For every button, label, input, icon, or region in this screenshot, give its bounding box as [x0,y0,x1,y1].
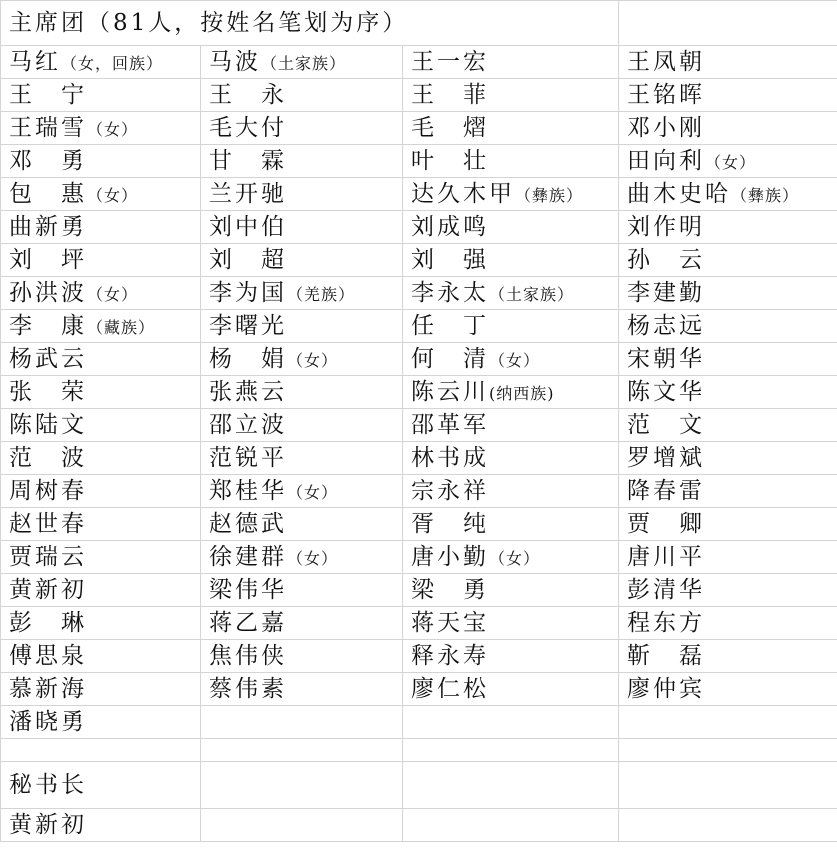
name-cell [1,145,201,178]
name-cell [619,112,837,145]
name-cell [1,46,201,79]
member-name: 范锐平 [209,444,287,471]
member-note: （女） [87,185,139,205]
member-note: （女，回族） [61,53,164,73]
name-cell [619,211,837,244]
member-note: (纳西族) [489,383,555,403]
name-cell [403,640,619,673]
member-name: 李建勤 [627,279,705,306]
member-name: 田向利 [627,147,705,174]
name-cell [1,607,201,640]
name-cell [201,541,403,574]
name-cell [1,541,201,574]
member-name: 王 菲 [411,81,489,108]
name-cell [1,574,201,607]
member-name: 邵立波 [209,411,287,438]
name-cell [403,508,619,541]
member-note: （女） [87,119,139,139]
table-row [1,442,837,475]
name-cell [1,244,201,277]
name-cell [403,706,619,739]
table-row [1,211,837,244]
name-cell [201,343,403,376]
name-cell [619,79,837,112]
member-name: 达久木甲 [411,180,515,207]
table-row [1,244,837,277]
name-cell [1,211,201,244]
name-cell [403,673,619,706]
member-name: 刘中伯 [209,213,287,240]
name-cell [1,475,201,508]
name-cell [403,178,619,211]
member-name: 程东方 [627,609,705,636]
member-name: 周树春 [9,477,87,504]
name-cell [201,706,403,739]
name-cell [403,343,619,376]
member-name: 马波 [209,48,261,75]
member-name: 郑桂华 [209,477,287,504]
name-cell [1,640,201,673]
member-name: 任 丁 [411,312,489,339]
name-cell [403,46,619,79]
empty-cell [619,739,837,762]
table-row [1,79,837,112]
name-cell [201,277,403,310]
member-name: 宋朝华 [627,345,705,372]
table-row [1,409,837,442]
table-row [1,310,837,343]
member-name: 徐建群 [209,543,287,570]
empty-cell [201,762,403,809]
name-cell [201,46,403,79]
name-cell [1,442,201,475]
table-row [1,475,837,508]
member-name: 释永寿 [411,642,489,669]
name-cell [619,673,837,706]
name-cell [201,640,403,673]
member-note: （土家族） [489,284,575,304]
member-name: 刘成鸣 [411,213,489,240]
name-cell [1,376,201,409]
member-note: （女） [287,482,339,502]
name-cell [619,607,837,640]
name-cell [619,706,837,739]
member-name: 曲木史哈 [627,180,731,207]
member-name: 孙 云 [627,246,705,273]
member-name: 李永太 [411,279,489,306]
member-name: 唐川平 [627,543,705,570]
member-name: 廖仁松 [411,675,489,702]
member-name: 张燕云 [209,378,287,405]
member-name: 甘 霖 [209,147,287,174]
name-cell [201,178,403,211]
member-note: （土家族） [261,53,347,73]
name-cell [619,277,837,310]
table-row [1,343,837,376]
member-name: 陈云川 [411,378,489,405]
name-cell [201,310,403,343]
member-name: 慕新海 [9,675,87,702]
name-cell [1,343,201,376]
name-cell [201,475,403,508]
name-cell [619,244,837,277]
member-name: 刘 超 [209,246,287,273]
member-name: 宗永祥 [411,477,489,504]
table-row [1,46,837,79]
name-cell [403,376,619,409]
member-name: 邓 勇 [9,147,87,174]
table-row [1,706,837,739]
member-name: 唐小勤 [411,543,489,570]
member-note: （羌族） [287,284,356,304]
member-name: 王瑞雪 [9,114,87,141]
table-row [1,607,837,640]
table-row [1,640,837,673]
name-cell [403,79,619,112]
member-name: 赵德武 [209,510,287,537]
name-cell [201,211,403,244]
member-name: 毛大付 [209,114,287,141]
secretary-name: 黄新初 [1,809,201,842]
table-row [1,541,837,574]
member-note: （女） [87,284,139,304]
member-name: 彭 琳 [9,609,87,636]
name-cell [1,310,201,343]
member-name: 李曙光 [209,312,287,339]
name-cell [1,673,201,706]
member-name: 赵世春 [9,510,87,537]
name-cell [403,310,619,343]
member-note: （彝族） [731,185,800,205]
member-name: 刘 强 [411,246,489,273]
member-name: 包 惠 [9,180,87,207]
member-name: 蔡伟素 [209,675,287,702]
member-name: 梁 勇 [411,576,489,603]
name-cell [403,244,619,277]
name-cell [403,607,619,640]
name-cell [619,178,837,211]
member-name: 陈文华 [627,378,705,405]
name-cell [1,277,201,310]
title-empty-cell [619,1,837,46]
member-name: 王 永 [209,81,287,108]
empty-cell [201,809,403,842]
table-row [1,112,837,145]
member-name: 降春雷 [627,477,705,504]
name-cell [619,46,837,79]
table-row [1,178,837,211]
name-cell [619,376,837,409]
name-cell [619,343,837,376]
name-cell [201,574,403,607]
name-cell [619,574,837,607]
member-name: 胥 纯 [411,510,489,537]
member-name: 张 荣 [9,378,87,405]
name-cell [403,541,619,574]
name-cell [619,310,837,343]
member-name: 靳 磊 [627,642,705,669]
member-name: 罗增斌 [627,444,705,471]
member-note: （彝族） [515,185,584,205]
name-cell [1,178,201,211]
empty-cell [403,762,619,809]
member-name: 彭清华 [627,576,705,603]
name-cell [1,706,201,739]
name-cell [1,79,201,112]
table-row [1,277,837,310]
member-note: （女） [705,152,757,172]
member-name: 刘 坪 [9,246,87,273]
member-name: 毛 熠 [411,114,489,141]
member-name: 王 宁 [9,81,87,108]
name-cell [201,409,403,442]
name-cell [201,508,403,541]
member-name: 邵革军 [411,411,489,438]
member-name: 孙洪波 [9,279,87,306]
table-row [1,376,837,409]
name-cell [619,442,837,475]
name-cell [403,277,619,310]
empty-cell [1,739,201,762]
member-name: 兰开驰 [209,180,287,207]
member-name: 范 文 [627,411,705,438]
name-cell [201,244,403,277]
name-cell [201,79,403,112]
member-name: 王凤朝 [627,48,705,75]
member-name: 焦伟侠 [209,642,287,669]
member-note: （女） [489,548,541,568]
name-cell [403,574,619,607]
empty-cell [403,739,619,762]
member-name: 傅思泉 [9,642,87,669]
roster-body [1,1,837,842]
empty-cell [619,762,837,809]
member-name: 叶 壮 [411,147,489,174]
name-cell [403,475,619,508]
name-cell [403,145,619,178]
member-note: （藏族） [87,317,156,337]
member-name: 梁伟华 [209,576,287,603]
name-cell [403,211,619,244]
name-cell [619,541,837,574]
member-name: 贾 卿 [627,510,705,537]
table-row [1,574,837,607]
table-row [1,508,837,541]
table-row [1,145,837,178]
member-name: 李 康 [9,312,87,339]
secretary-name-row [1,809,837,842]
member-name: 潘晓勇 [9,708,87,735]
table-row [1,673,837,706]
title-row [1,1,837,46]
name-cell [403,409,619,442]
name-cell [1,409,201,442]
member-name: 杨 娟 [209,345,287,372]
name-cell [1,112,201,145]
name-cell [201,145,403,178]
name-cell [619,508,837,541]
name-cell [619,475,837,508]
member-name: 王铭晖 [627,81,705,108]
member-name: 林书成 [411,444,489,471]
name-cell [201,673,403,706]
name-cell [201,376,403,409]
member-name: 黄新初 [9,576,87,603]
member-note: （女） [287,350,339,370]
name-cell [1,508,201,541]
member-name: 蒋乙嘉 [209,609,287,636]
name-cell [403,442,619,475]
secretary-label-row [1,762,837,809]
empty-cell [201,739,403,762]
member-note: （女） [287,548,339,568]
member-name: 杨武云 [9,345,87,372]
empty-cell [403,809,619,842]
empty-cell [619,809,837,842]
name-cell [201,442,403,475]
member-name: 陈陆文 [9,411,87,438]
member-name: 范 波 [9,444,87,471]
member-name: 王一宏 [411,48,489,75]
name-cell [403,112,619,145]
member-name: 何 清 [411,345,489,372]
name-cell [619,409,837,442]
spacer-row [1,739,837,762]
member-name: 李为国 [209,279,287,306]
name-cell [619,640,837,673]
member-name: 贾瑞云 [9,543,87,570]
name-cell [201,607,403,640]
member-name: 杨志远 [627,312,705,339]
name-cell [619,145,837,178]
member-name: 廖仲宾 [627,675,705,702]
secretary-label: 秘书长 [1,762,201,809]
member-name: 蒋天宝 [411,609,489,636]
member-note: （女） [489,350,541,370]
member-name: 邓小刚 [627,114,705,141]
member-name: 刘作明 [627,213,705,240]
name-cell [201,112,403,145]
member-name: 马红 [9,48,61,75]
page-title: 主席团（81人，按姓名笔划为序） [1,1,619,46]
member-name: 曲新勇 [9,213,87,240]
